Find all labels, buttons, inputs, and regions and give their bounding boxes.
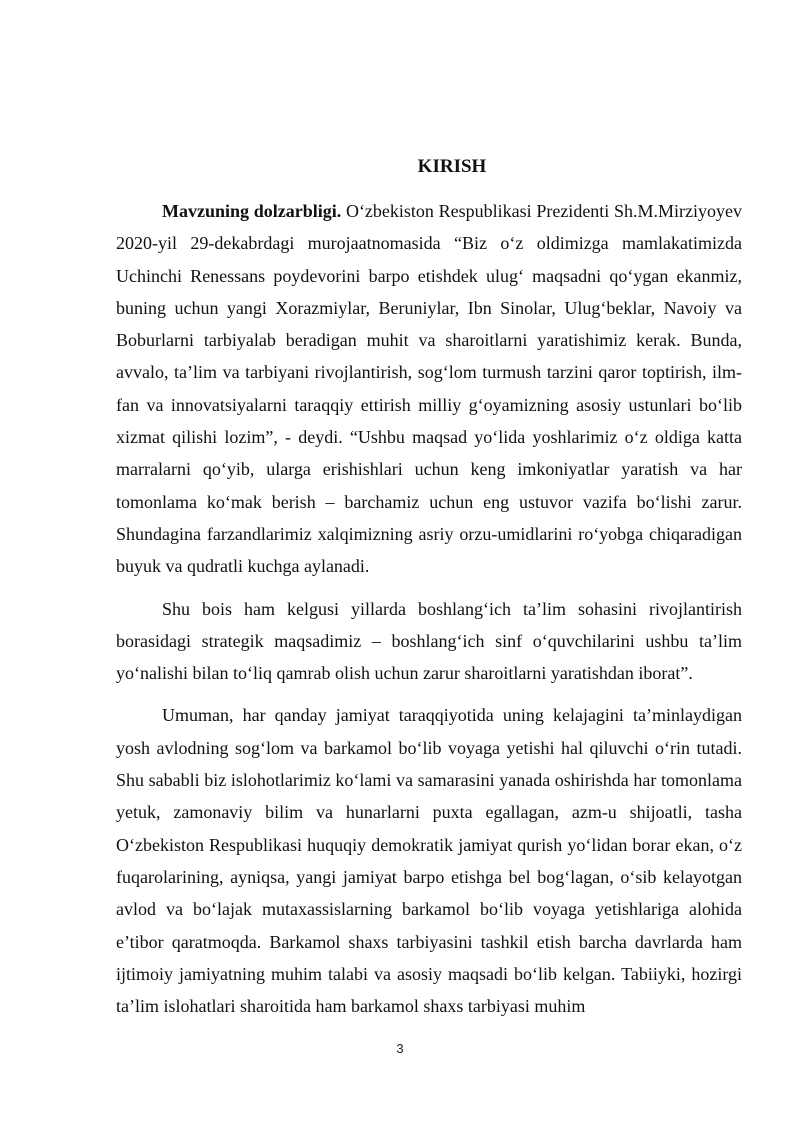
paragraph-text: O‘zbekiston Respublikasi Prezidenti Sh.M.Mirziyoyev 2020-yil 29-dekabrdagi murojaatnomasida “Biz o‘z oldimizga mamlakatimizda Uchinchi Renessans poydevorini barpo etishdek ulug‘ maqsadni qo‘ygan ekanmiz, buning uchun yangi Xorazmiylar, Beruniylar, Ibn Sinolar, Ulug‘beklar, Navoiy va Boburlarni tarbiyalab beradigan muhit va sharoitlarni yaratishimiz kerak. Bunda, avvalo, ta’lim va tarbiyani rivojlantirish, sog‘lom turmush tarzini qaror toptirish, ilm-fan va innovatsiyalarni taraqqiy ettirish milliy g‘oyamizning asosiy ustunlari bo‘lib xizmat qilishi lozim”, - deydi. “Ushbu maqsad yo‘lida yoshlarimiz o‘z oldiga katta marralarni qo‘yib, ularga erishishlari uchun keng imkoniyatlar yaratish va har tomonlama ko‘mak berish – barchamiz uchun eng ustuvor vazifa bo‘lishi zarur. Shundagina farzandlarimiz xalqimizning asriy orzu-umidlarini ro‘yobga chiqaradigan buyuk va qudratli kuchga aylanadi. (116, 201, 743, 577)
paragraph-society: Umuman, har qanday jamiyat taraqqiyotida uning kelajagini ta’minlaydigan yosh avlodning sog‘lom va barkamol bo‘lib voyaga yetishi hal qiluvchi o‘rin tutadi. Shu sababli biz islohotlarimiz ko‘lami va samarasini yanada oshirishda har tomonlama yetuk, zamonaviy bilim va hunarlarni puxta egallagan, azm-u shijoatli, tasha O‘zbekiston Respublikasi huquqiy demokratik jamiyat qurish yo‘lidan borar ekan, o‘z fuqarolarining, ayniqsa, yangi jamiyat barpo etishga bel bog‘lagan, o‘sib kelayotgan avlod va bo‘lajak mutaxassislarning barkamol bo‘lib voyaga yetishlariga alohida e’tibor qaratmoqda. Barkamol shaxs tarbiyasini tashkil etish barcha davrlarda ham ijtimoiy jamiyatning muhim talabi va asosiy maqsadi bo‘lib kelgan. Tabiiyki, hozirgi ta’lim islohatlari sharoitida ham barkamol shaxs tarbiyasi muhim (116, 705, 742, 1017)
paragraph-lead: Mavzuning dolzarbligi. (162, 201, 342, 221)
section-title: KIRISH (417, 156, 487, 177)
paragraph-strategy: Shu bois ham kelgusi yillarda boshlang‘ich ta’lim sohasini rivojlantirish borasidagi strategik maqsadimiz – boshlang‘ich sinf o‘quvchilarini ushbu ta’lim yo‘nalishi bilan to‘liq qamrab olish uchun zarur sharoitlarni yaratishdan iborat”. (116, 598, 742, 684)
page-content (116, 155, 742, 1022)
paragraph-relevance (116, 195, 742, 583)
page-number: 3 (396, 1041, 404, 1056)
